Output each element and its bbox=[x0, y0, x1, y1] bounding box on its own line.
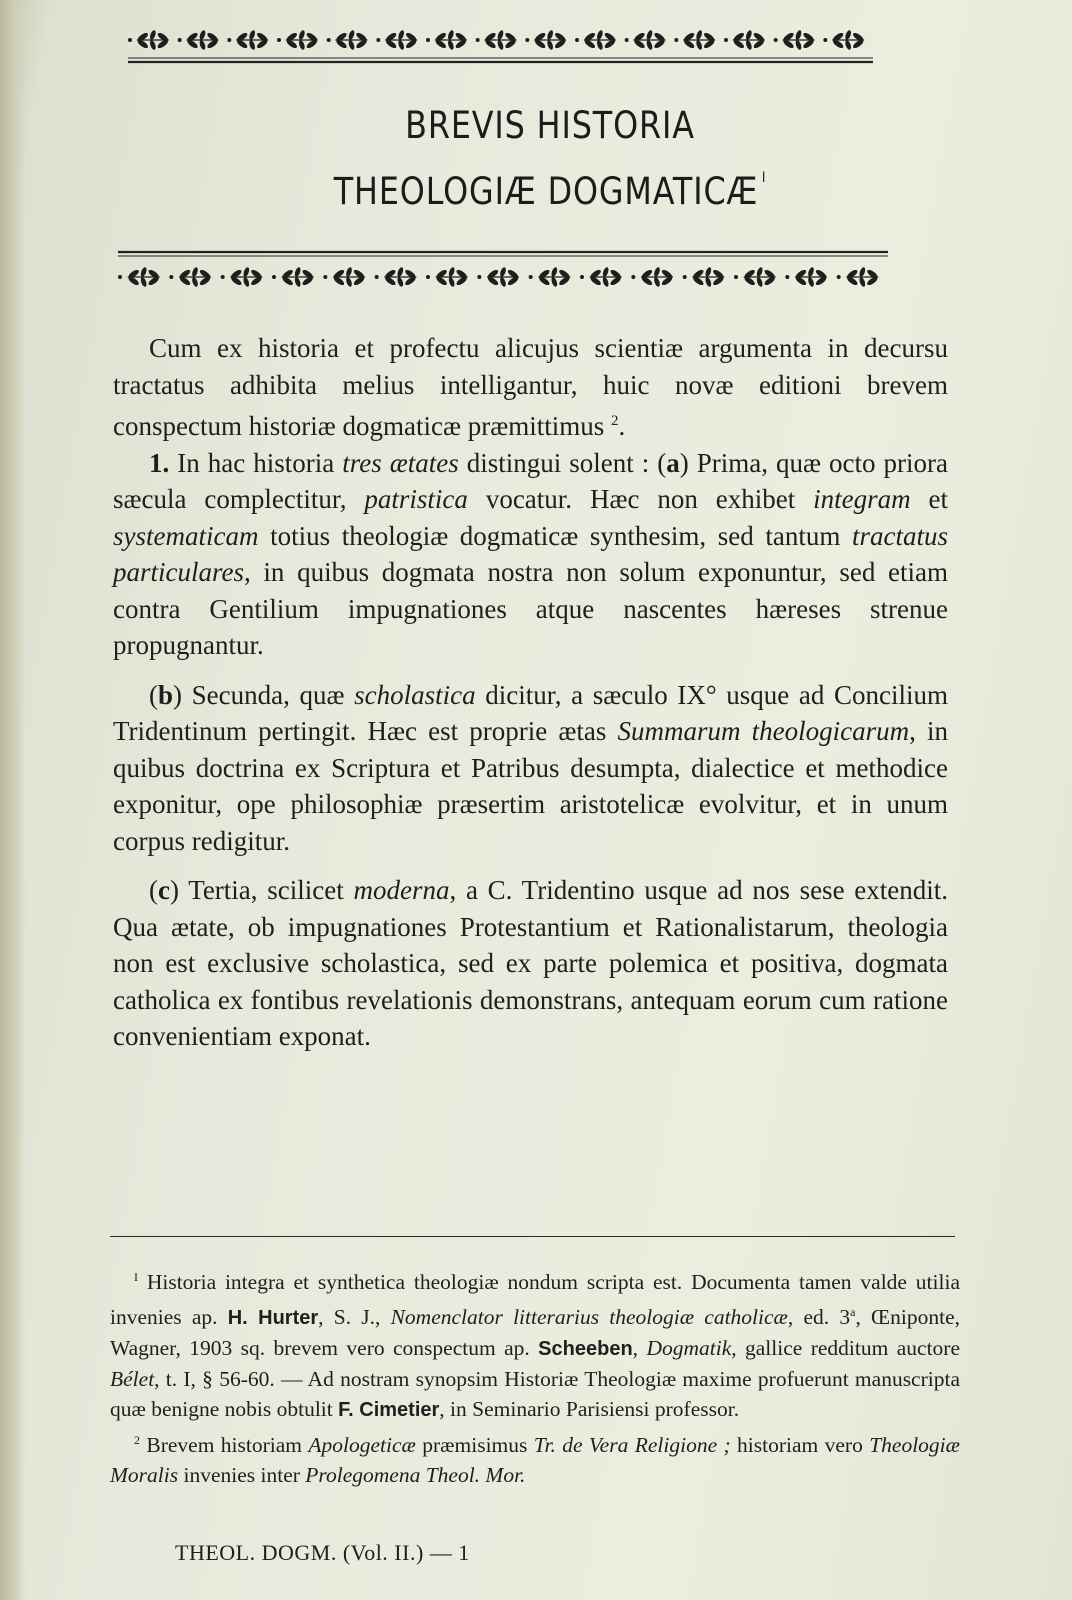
intro-footnote-mark: 2 bbox=[610, 413, 619, 429]
signature-line: THEOL. DOGM. (Vol. II.) — 1 bbox=[175, 1540, 470, 1565]
leaf-motif-icon bbox=[272, 266, 314, 287]
middle-ornament-band bbox=[118, 250, 888, 298]
leaf-motif-icon bbox=[683, 266, 725, 287]
text-run: tractatus particulares bbox=[113, 520, 948, 587]
leaf-motif-icon bbox=[580, 266, 622, 287]
text-run: Nomenclator litterarius theologiæ catholicæ bbox=[390, 1305, 788, 1330]
leaf-motif-icon bbox=[169, 266, 211, 287]
text-run: ) Tertia, scilicet bbox=[169, 875, 354, 905]
leaf-motif-icon bbox=[476, 29, 517, 50]
leaf-motif-icon bbox=[625, 29, 666, 50]
leaf-motif-icon bbox=[529, 266, 571, 287]
title-line-1: BREVIS HISTORIA bbox=[405, 104, 695, 147]
text-run: Summarum theologicarum bbox=[617, 716, 910, 746]
leaf-motif-icon bbox=[774, 29, 815, 50]
text-run: Tr. de Vera Religione ; bbox=[533, 1433, 731, 1458]
footnote-mark: I bbox=[134, 1270, 138, 1284]
section-number: 1. bbox=[149, 447, 170, 478]
text-run: et bbox=[910, 484, 948, 514]
leaf-motif-icon bbox=[734, 266, 776, 287]
title-line-2: THEOLOGIÆ DOGMATICÆ $^I$ bbox=[333, 170, 767, 213]
text-run: ) Secunda, quæ bbox=[173, 679, 355, 710]
text-run: , in Seminario Parisiensi professor. bbox=[439, 1397, 740, 1422]
text-run: In hac historia bbox=[169, 447, 343, 478]
text-run: moderna bbox=[353, 875, 450, 905]
leaf-motif-icon bbox=[477, 266, 519, 287]
text-run: c bbox=[158, 875, 170, 905]
top-ornament-band bbox=[128, 22, 873, 64]
text-run: b bbox=[158, 679, 174, 710]
footnote bbox=[110, 1262, 960, 1425]
text-run: Apologeticæ bbox=[308, 1433, 416, 1458]
text-run: , a C. Tridentino usque ad nos sese extendit. Qua ætate, ob impugnationes Protestantium et Rationalistarum, theologia non est exclusive scholastica, sed ex parte polemica et positiva, dogmata catholica ex fontibus revelationis demonstrans, antequam eorum cum ratione convenientiam exponat. bbox=[113, 875, 949, 1051]
leaf-motif-icon bbox=[823, 29, 864, 50]
leaf-motif-icon bbox=[426, 29, 467, 50]
text-run: patristica bbox=[364, 484, 468, 514]
leaf-motif-icon bbox=[118, 266, 160, 287]
text-run: a bbox=[850, 1305, 856, 1320]
text-run: , ed. 3 bbox=[787, 1305, 851, 1330]
leaf-motif-icon bbox=[525, 29, 566, 50]
text-run: integram bbox=[813, 484, 911, 514]
text-run: Brevem historiam bbox=[140, 1433, 309, 1458]
text-run: Bélet bbox=[110, 1367, 155, 1392]
text-run: Theologiæ Moralis bbox=[110, 1433, 960, 1488]
text-run: distingui solent : ( bbox=[458, 447, 667, 478]
text-run: Prolegomena Theol. Mor. bbox=[305, 1463, 526, 1488]
section-paragraph bbox=[113, 677, 948, 860]
text-run: , gallice redditum auctore bbox=[731, 1336, 960, 1361]
footnote-rule bbox=[110, 1236, 955, 1237]
page-gutter-shadow bbox=[0, 0, 26, 1600]
leaf-motif-icon bbox=[575, 29, 616, 50]
author-name: F. Cimetier bbox=[338, 1399, 440, 1422]
leaf-motif-icon bbox=[376, 29, 417, 50]
author-name: Scheeben bbox=[538, 1338, 633, 1361]
footnotes bbox=[110, 1262, 960, 1490]
text-run: ) Prima, quæ octo priora sæcula complectitur, bbox=[113, 447, 949, 514]
leaf-motif-icon bbox=[785, 266, 827, 287]
leaf-motif-icon bbox=[724, 29, 765, 50]
text-run: ( bbox=[149, 875, 158, 905]
leaf-motif-icon bbox=[426, 266, 468, 287]
text-run: invenies inter bbox=[178, 1463, 306, 1488]
text-run: scholastica bbox=[354, 679, 476, 710]
text-run: systematicam bbox=[113, 520, 259, 551]
leaf-motif-icon bbox=[375, 266, 417, 287]
text-run: , in quibus dogmata nostra non solum exponuntur, sed etiam contra Gentilium impugnationes atque nascentes hæreses strenue propugnantur. bbox=[113, 557, 948, 660]
footnote bbox=[110, 1425, 960, 1490]
leaf-motif-icon bbox=[221, 266, 263, 287]
leaf-motif-icon bbox=[323, 266, 365, 287]
section-paragraph bbox=[113, 872, 948, 1055]
text-run: præmisimus bbox=[415, 1433, 534, 1458]
text-run: dicitur, a sæculo IX° usque ad Concilium Tridentinum pertingit. Hæc est proprie ætas bbox=[113, 679, 948, 746]
leaf-motif-icon bbox=[277, 29, 318, 50]
footnote-mark: 2 bbox=[134, 1433, 140, 1448]
text-run: vocatur. Hæc non exhibet bbox=[467, 484, 814, 514]
leaf-motif-icon bbox=[227, 29, 268, 50]
section-paragraph bbox=[113, 445, 948, 664]
text-run: historiam vero bbox=[730, 1433, 870, 1458]
sections-container bbox=[113, 445, 948, 1055]
text-run: tres ætates bbox=[342, 447, 459, 478]
text-run: , S. J., bbox=[318, 1305, 391, 1330]
text-run: a bbox=[666, 447, 680, 478]
leaf-motif-icon bbox=[837, 266, 879, 287]
text-run: totius theologiæ dogmaticæ synthesim, sed tantum bbox=[258, 520, 852, 551]
leaf-motif-icon bbox=[128, 29, 169, 50]
leaf-motif-icon bbox=[178, 29, 219, 50]
text-run: , Œniponte, Wagner, 1903 sq. brevem vero conspectum ap. bbox=[110, 1305, 960, 1361]
text-run: ( bbox=[149, 679, 158, 710]
text-run: , in quibus doctrina ex Scriptura et Patribus desumpta, dialectice et methodice exponitur, ope philosophiæ præsertim aristotelicæ evolvitur, et in unum corpus redigitur. bbox=[113, 716, 948, 856]
leaf-motif-icon bbox=[631, 266, 673, 287]
main-text bbox=[113, 330, 948, 1055]
text-run: , t. I, § 56-60. — Ad nostram synopsim Historiæ Theologiæ maxime profuerunt manuscripta quæ benigne nobis obtulit bbox=[110, 1367, 960, 1422]
text-run: Historia integra et synthetica theologiæ nondum scripta est. Documenta tamen valde utilia invenies ap. bbox=[110, 1270, 960, 1330]
leaf-motif-icon bbox=[327, 29, 368, 50]
title-footnote-mark: I bbox=[761, 170, 767, 186]
text-run: Dogmatik bbox=[646, 1336, 732, 1361]
author-name: H. Hurter bbox=[227, 1307, 319, 1330]
intro-paragraph: Cum ex historia et profectu alicujus scientiæ argumenta in decursu tractatus adhibita melius intelligantur, huic novæ editioni brevem conspectum historiæ dogmaticæ præmittimus $^2$. bbox=[113, 333, 948, 441]
leaf-motif-icon bbox=[674, 29, 715, 50]
text-run: , bbox=[632, 1336, 647, 1361]
